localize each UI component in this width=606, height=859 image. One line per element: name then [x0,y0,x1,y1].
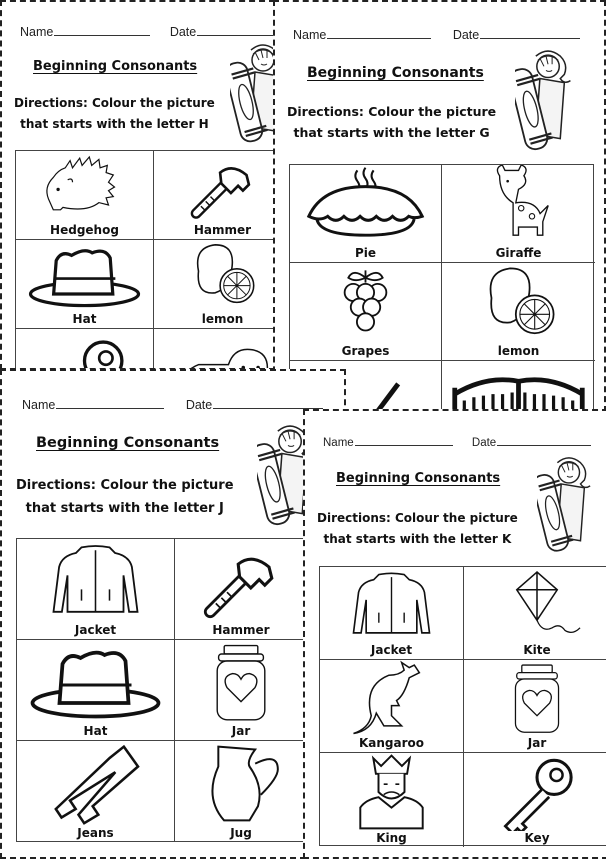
picture-label: Grapes [341,344,390,358]
picture-cell-key[interactable] [464,753,606,847]
picture-label: Hedgehog [50,223,119,237]
lemon-icon [154,240,275,312]
girl-with-crayon-icon [515,48,577,160]
date-label: Date [185,398,213,412]
name-field[interactable] [54,34,150,36]
picture-cell-key[interactable] [16,329,154,370]
picture-label: Jar [231,724,251,738]
picture-label: Hat [83,724,108,738]
picture-label: Jacket [74,623,117,637]
worksheet-letter-h [0,0,275,370]
picture-cell-gate[interactable] [442,361,595,412]
pie-icon [290,165,441,246]
picture-cell-giraffe[interactable] [442,165,595,263]
picture-cell-kangaroo[interactable] [320,660,464,753]
picture-cell-hammer[interactable] [175,539,307,640]
picture-label: Jeans [77,826,114,840]
picture-grid [16,538,306,842]
name-date-row [22,398,323,412]
jacket-icon [17,539,174,623]
picture-cell-lemon[interactable] [154,240,275,329]
jug-icon [175,741,307,826]
directions: Directions: Colour the picture that starts with the letter J [16,478,234,516]
jar-icon [464,660,606,736]
picture-label: Jug [230,826,252,840]
picture-cell-jug[interactable] [175,741,307,842]
date-label: Date [471,437,497,449]
kite-icon [464,567,606,643]
picture-cell-jar[interactable] [175,640,307,741]
key-icon [16,329,153,370]
name-date-row [20,25,275,39]
picture-label: Hammer [212,623,270,637]
picture-grid [15,150,275,370]
picture-grid [319,566,606,846]
picture-label: Kite [523,643,551,657]
lemon-icon [442,263,595,344]
worksheet-letter-g [273,0,606,412]
worksheet-title: Beginning Consonants [336,471,501,486]
kangaroo-icon [320,660,463,736]
name-label: Name [323,437,354,449]
picture-cell-hammer[interactable] [154,151,275,240]
key-icon [464,753,606,831]
picture-label: Key [524,831,550,845]
directions: Directions: Colour the picture that starts with the letter G [287,104,497,140]
giraffe-icon [442,165,595,246]
picture-label: King [376,831,407,845]
hammer-icon [175,539,307,623]
worksheet-title: Beginning Consonants [36,435,220,451]
hat-icon [16,240,153,312]
picture-label: Hammer [193,223,252,237]
hat-icon [17,640,174,724]
gate-icon [442,361,595,412]
name-date-row [293,28,580,42]
picture-cell-hat[interactable] [16,240,154,329]
name-label: Name [293,28,327,42]
picture-cell-jar[interactable] [464,660,606,753]
picture-label: lemon [201,312,244,326]
picture-cell-lemon[interactable] [442,263,595,361]
date-field[interactable] [497,444,591,446]
directions: Directions: Colour the picture that starts with the letter H [14,96,215,131]
picture-cell-king[interactable] [320,753,464,847]
picture-label: Kangaroo [358,736,425,750]
girl-with-crayon-icon [230,42,275,152]
grapes-icon [290,263,441,344]
name-label: Name [22,398,56,412]
picture-cell-hippo[interactable] [154,329,275,370]
directions: Directions: Colour the picture that starts with the letter K [317,511,518,546]
worksheet-letter-j [0,369,346,859]
picture-cell-jacket[interactable] [320,567,464,660]
picture-label: Pie [354,246,377,260]
date-field[interactable] [197,34,275,36]
hedgehog-icon [16,151,153,223]
name-field[interactable] [327,37,431,39]
name-field[interactable] [355,444,453,446]
picture-label: Giraffe [495,246,542,260]
date-field[interactable] [480,37,580,39]
date-label: Date [169,25,197,39]
worksheet-letter-k [303,409,606,859]
worksheet-title: Beginning Consonants [307,65,484,81]
king-icon [320,753,463,831]
jeans-icon [17,741,174,826]
girl-with-crayon-icon [537,455,597,561]
picture-cell-pie[interactable] [290,165,442,263]
jar-icon [175,640,307,724]
picture-cell-kite[interactable] [464,567,606,660]
picture-label: Jacket [370,643,413,657]
hippo-icon [154,329,275,370]
name-label: Name [20,25,54,39]
picture-label: Hat [72,312,97,326]
picture-label: Jar [527,736,547,750]
name-date-row [323,437,591,449]
worksheet-title: Beginning Consonants [33,59,198,74]
name-field[interactable] [56,407,164,409]
picture-cell-jeans[interactable] [17,741,175,842]
hammer-icon [154,151,275,223]
jacket-icon [320,567,463,643]
picture-label: lemon [497,344,540,358]
date-label: Date [452,28,480,42]
picture-cell-hat[interactable] [17,640,175,741]
picture-cell-jacket[interactable] [17,539,175,640]
picture-cell-grapes[interactable] [290,263,442,361]
picture-cell-hedgehog[interactable] [16,151,154,240]
